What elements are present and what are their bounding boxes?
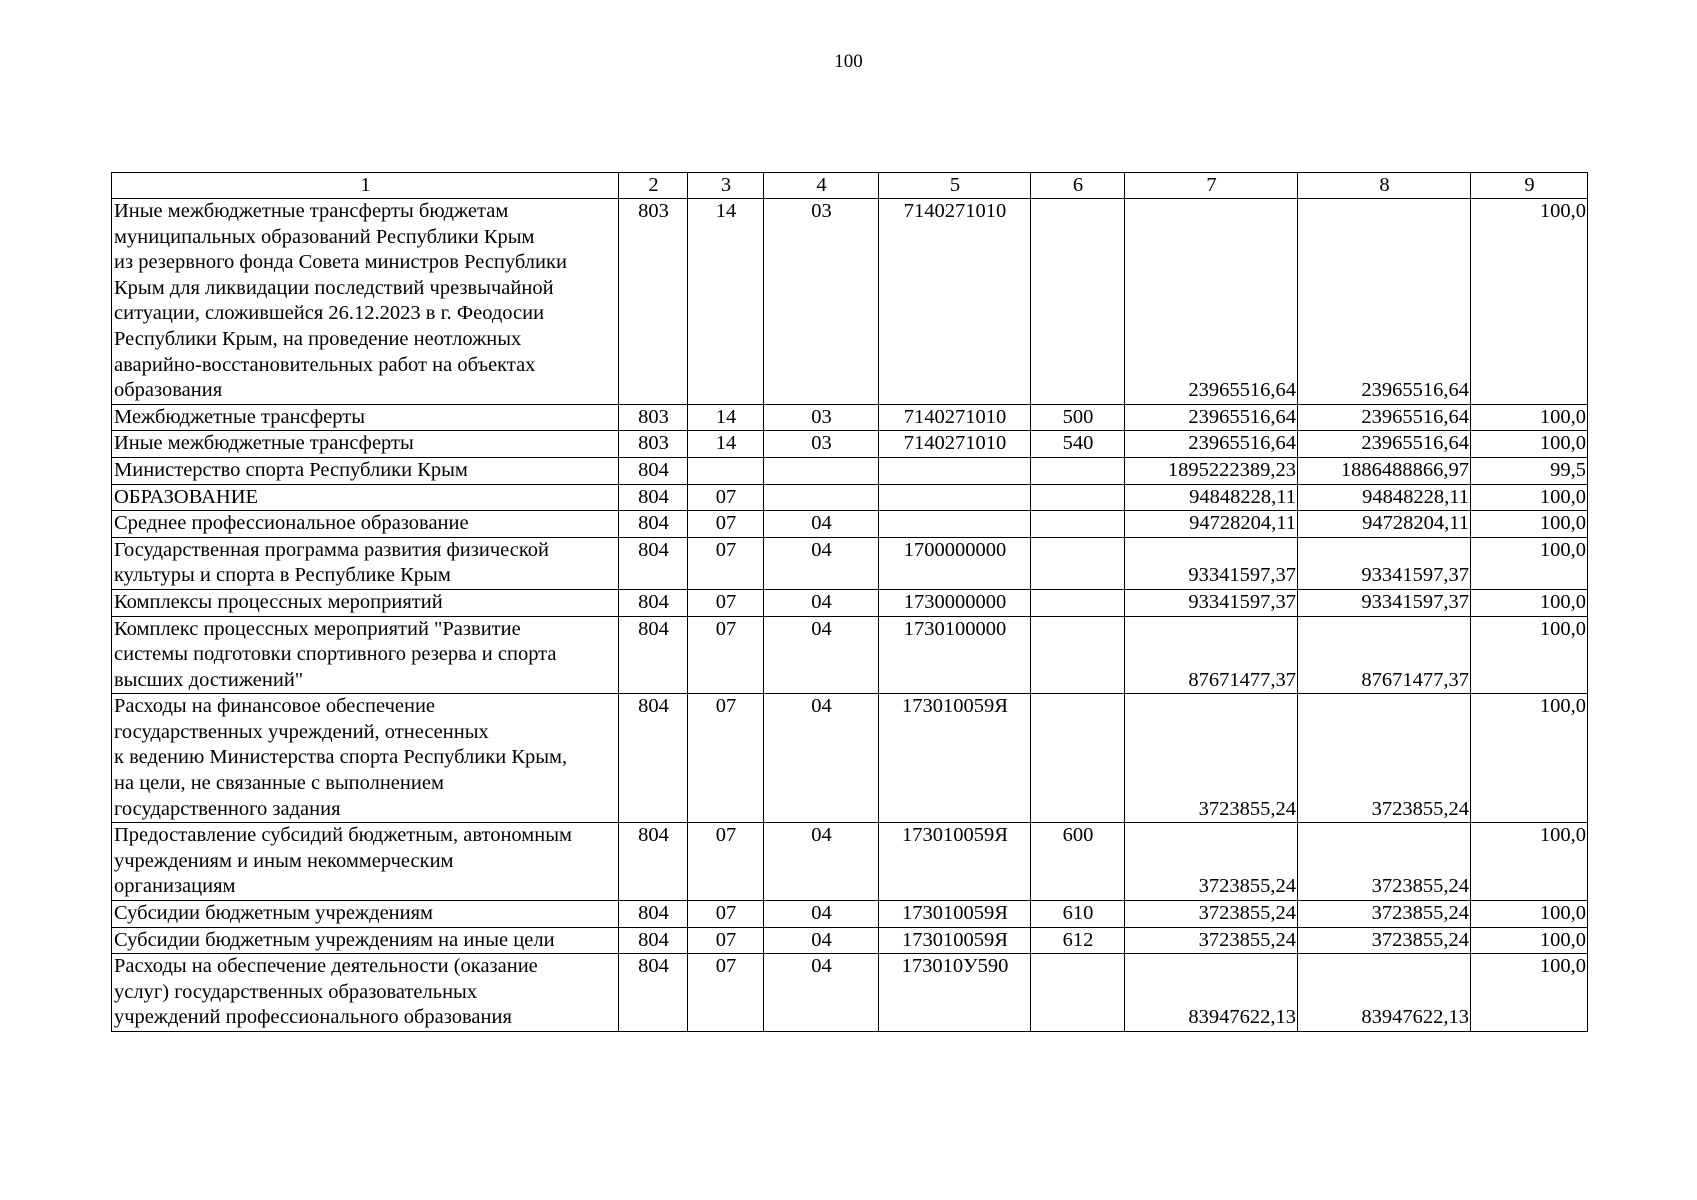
row-name-cell: Расходы на обеспечение деятельности (оказание услуг) государственных образовательных учреждений профессионального образования <box>112 954 619 1032</box>
executed-amount-cell: 3723855,24 <box>1298 901 1471 928</box>
executed-amount-cell: 3723855,24 <box>1298 927 1471 954</box>
row-name-cell: Среднее профессиональное образование <box>112 511 619 538</box>
section-cell: 07 <box>688 484 764 511</box>
executed-amount-cell: 23965516,64 <box>1298 199 1471 405</box>
table-row <box>112 616 1588 694</box>
row-name-cell: Иные межбюджетные трансферты бюджетам муниципальных образований Республики Крым из резервного фонда Совета министров Республики Крым для ликвидации последствий чрезвычайной ситуации, сложившейся 26.12.2023 в г. Феодосии Республики Крым, на проведение неотложных аварийно-восстановительных работ на объектах образования <box>112 199 619 405</box>
executed-amount-cell: 83947622,13 <box>1298 954 1471 1032</box>
column-header: 8 <box>1298 173 1471 199</box>
table-row <box>112 431 1588 458</box>
subsection-cell: 04 <box>764 927 879 954</box>
row-name-cell: Предоставление субсидий бюджетным, автономным учреждениям и иным некоммерческим организациям <box>112 823 619 901</box>
subsection-cell: 04 <box>764 694 879 823</box>
column-header: 7 <box>1125 173 1298 199</box>
executed-amount-cell: 3723855,24 <box>1298 823 1471 901</box>
subsection-cell: 04 <box>764 823 879 901</box>
executed-amount-cell: 23965516,64 <box>1298 431 1471 458</box>
section-cell: 14 <box>688 404 764 431</box>
expense-type-cell <box>1031 537 1125 589</box>
row-name-cell: Министерство спорта Республики Крым <box>112 457 619 484</box>
admin-code-cell: 804 <box>619 694 688 823</box>
admin-code-cell: 804 <box>619 954 688 1032</box>
executed-amount-cell: 93341597,37 <box>1298 537 1471 589</box>
page-number: 100 <box>834 51 863 72</box>
row-name-cell: Расходы на финансовое обеспечение государственных учреждений, отнесенных к ведению Министерства спорта Республики Крым, на цели, не связанные с выполнением государственного задания <box>112 694 619 823</box>
column-header: 1 <box>112 173 619 199</box>
execution-percent-cell: 100,0 <box>1471 511 1588 538</box>
planned-amount-cell: 23965516,64 <box>1125 404 1298 431</box>
planned-amount-cell: 94848228,11 <box>1125 484 1298 511</box>
expense-type-cell: 540 <box>1031 431 1125 458</box>
execution-percent-cell: 100,0 <box>1471 431 1588 458</box>
planned-amount-cell: 3723855,24 <box>1125 694 1298 823</box>
target-article-cell: 7140271010 <box>879 404 1031 431</box>
subsection-cell: 04 <box>764 537 879 589</box>
planned-amount-cell: 3723855,24 <box>1125 927 1298 954</box>
execution-percent-cell: 100,0 <box>1471 199 1588 405</box>
executed-amount-cell: 3723855,24 <box>1298 694 1471 823</box>
section-cell <box>688 457 764 484</box>
executed-amount-cell: 87671477,37 <box>1298 616 1471 694</box>
section-cell: 07 <box>688 954 764 1032</box>
executed-amount-cell: 94728204,11 <box>1298 511 1471 538</box>
target-article-cell: 173010059Я <box>879 927 1031 954</box>
row-name-cell: ОБРАЗОВАНИЕ <box>112 484 619 511</box>
executed-amount-cell: 93341597,37 <box>1298 589 1471 616</box>
subsection-cell <box>764 457 879 484</box>
column-header: 4 <box>764 173 879 199</box>
executed-amount-cell: 94848228,11 <box>1298 484 1471 511</box>
expense-type-cell <box>1031 616 1125 694</box>
target-article-cell: 7140271010 <box>879 199 1031 405</box>
admin-code-cell: 804 <box>619 457 688 484</box>
execution-percent-cell: 100,0 <box>1471 404 1588 431</box>
execution-percent-cell: 100,0 <box>1471 694 1588 823</box>
row-name-cell: Субсидии бюджетным учреждениям на иные цели <box>112 927 619 954</box>
target-article-cell: 173010У590 <box>879 954 1031 1032</box>
expense-type-cell <box>1031 589 1125 616</box>
target-article-cell: 173010059Я <box>879 823 1031 901</box>
table-row <box>112 484 1588 511</box>
execution-percent-cell: 100,0 <box>1471 901 1588 928</box>
table-header-row <box>112 173 1588 199</box>
admin-code-cell: 804 <box>619 589 688 616</box>
subsection-cell: 04 <box>764 616 879 694</box>
planned-amount-cell: 93341597,37 <box>1125 537 1298 589</box>
admin-code-cell: 803 <box>619 404 688 431</box>
admin-code-cell: 804 <box>619 484 688 511</box>
table-row <box>112 199 1588 405</box>
table-row <box>112 694 1588 823</box>
section-cell: 07 <box>688 511 764 538</box>
subsection-cell <box>764 484 879 511</box>
planned-amount-cell: 23965516,64 <box>1125 199 1298 405</box>
target-article-cell: 173010059Я <box>879 901 1031 928</box>
execution-percent-cell: 100,0 <box>1471 484 1588 511</box>
target-article-cell: 7140271010 <box>879 431 1031 458</box>
expense-type-cell: 612 <box>1031 927 1125 954</box>
admin-code-cell: 804 <box>619 901 688 928</box>
expense-type-cell: 600 <box>1031 823 1125 901</box>
section-cell: 14 <box>688 199 764 405</box>
section-cell: 07 <box>688 589 764 616</box>
section-cell: 07 <box>688 901 764 928</box>
column-header: 3 <box>688 173 764 199</box>
column-header: 6 <box>1031 173 1125 199</box>
planned-amount-cell: 23965516,64 <box>1125 431 1298 458</box>
table-row <box>112 901 1588 928</box>
subsection-cell: 04 <box>764 901 879 928</box>
table-row <box>112 589 1588 616</box>
subsection-cell: 03 <box>764 404 879 431</box>
column-header: 5 <box>879 173 1031 199</box>
target-article-cell: 1730000000 <box>879 589 1031 616</box>
expense-type-cell <box>1031 457 1125 484</box>
expense-type-cell <box>1031 199 1125 405</box>
expense-type-cell: 610 <box>1031 901 1125 928</box>
table-row <box>112 404 1588 431</box>
row-name-cell: Субсидии бюджетным учреждениям <box>112 901 619 928</box>
row-name-cell: Иные межбюджетные трансферты <box>112 431 619 458</box>
execution-percent-cell: 100,0 <box>1471 589 1588 616</box>
planned-amount-cell: 94728204,11 <box>1125 511 1298 538</box>
table-row <box>112 954 1588 1032</box>
budget-table <box>111 172 1588 1032</box>
admin-code-cell: 804 <box>619 616 688 694</box>
planned-amount-cell: 83947622,13 <box>1125 954 1298 1032</box>
row-name-cell: Комплексы процессных мероприятий <box>112 589 619 616</box>
execution-percent-cell: 100,0 <box>1471 537 1588 589</box>
table-row <box>112 511 1588 538</box>
table-row <box>112 823 1588 901</box>
expense-type-cell <box>1031 511 1125 538</box>
column-header: 2 <box>619 173 688 199</box>
target-article-cell <box>879 511 1031 538</box>
admin-code-cell: 803 <box>619 199 688 405</box>
subsection-cell: 04 <box>764 589 879 616</box>
subsection-cell: 03 <box>764 431 879 458</box>
planned-amount-cell: 3723855,24 <box>1125 823 1298 901</box>
execution-percent-cell: 100,0 <box>1471 823 1588 901</box>
target-article-cell: 1700000000 <box>879 537 1031 589</box>
execution-percent-cell: 100,0 <box>1471 954 1588 1032</box>
expense-type-cell: 500 <box>1031 404 1125 431</box>
section-cell: 07 <box>688 694 764 823</box>
planned-amount-cell: 93341597,37 <box>1125 589 1298 616</box>
table-row <box>112 457 1588 484</box>
table-row <box>112 537 1588 589</box>
section-cell: 07 <box>688 823 764 901</box>
executed-amount-cell: 23965516,64 <box>1298 404 1471 431</box>
planned-amount-cell: 1895222389,23 <box>1125 457 1298 484</box>
admin-code-cell: 804 <box>619 511 688 538</box>
target-article-cell <box>879 484 1031 511</box>
section-cell: 07 <box>688 927 764 954</box>
expense-type-cell <box>1031 484 1125 511</box>
target-article-cell: 1730100000 <box>879 616 1031 694</box>
table-row <box>112 927 1588 954</box>
planned-amount-cell: 3723855,24 <box>1125 901 1298 928</box>
row-name-cell: Межбюджетные трансферты <box>112 404 619 431</box>
table-body <box>112 173 1588 1032</box>
execution-percent-cell: 99,5 <box>1471 457 1588 484</box>
section-cell: 07 <box>688 616 764 694</box>
subsection-cell: 04 <box>764 511 879 538</box>
admin-code-cell: 804 <box>619 537 688 589</box>
admin-code-cell: 803 <box>619 431 688 458</box>
section-cell: 07 <box>688 537 764 589</box>
execution-percent-cell: 100,0 <box>1471 616 1588 694</box>
row-name-cell: Комплекс процессных мероприятий "Развитие системы подготовки спортивного резерва и спорта высших достижений" <box>112 616 619 694</box>
target-article-cell: 173010059Я <box>879 694 1031 823</box>
admin-code-cell: 804 <box>619 823 688 901</box>
expense-type-cell <box>1031 954 1125 1032</box>
row-name-cell: Государственная программа развития физической культуры и спорта в Республике Крым <box>112 537 619 589</box>
target-article-cell <box>879 457 1031 484</box>
section-cell: 14 <box>688 431 764 458</box>
planned-amount-cell: 87671477,37 <box>1125 616 1298 694</box>
expense-type-cell <box>1031 694 1125 823</box>
execution-percent-cell: 100,0 <box>1471 927 1588 954</box>
executed-amount-cell: 1886488866,97 <box>1298 457 1471 484</box>
subsection-cell: 03 <box>764 199 879 405</box>
subsection-cell: 04 <box>764 954 879 1032</box>
admin-code-cell: 804 <box>619 927 688 954</box>
column-header: 9 <box>1471 173 1588 199</box>
